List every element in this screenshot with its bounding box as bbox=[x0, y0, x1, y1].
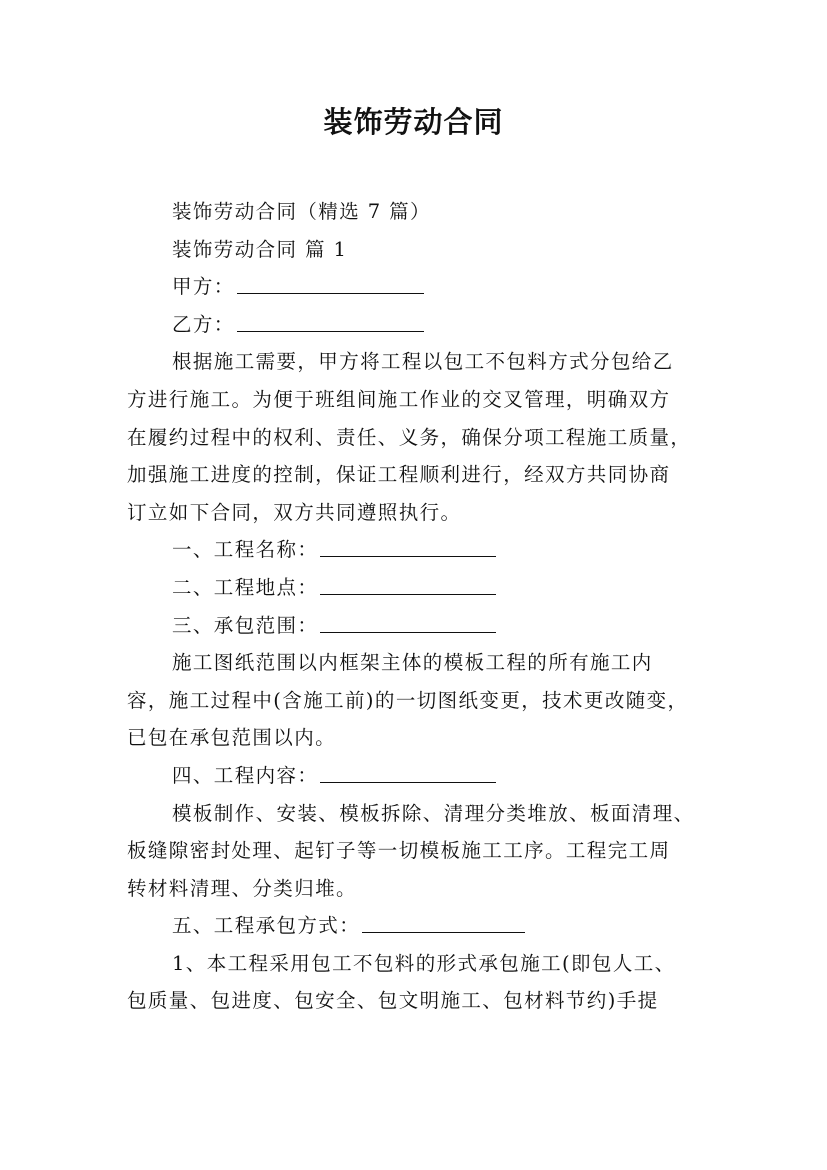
method-line: 1、本工程采用包工不包料的形式承包施工(即包人工、 bbox=[172, 951, 676, 975]
intro-paragraph bbox=[127, 343, 713, 531]
party-a-line bbox=[127, 268, 713, 306]
item-project-location bbox=[127, 569, 713, 607]
item-contract-scope bbox=[127, 607, 713, 645]
intro-line: 方进行施工。为便于班组间施工作业的交叉管理，明确双方 bbox=[127, 387, 671, 411]
scope-line: 已包在承包范围以内。 bbox=[127, 726, 337, 750]
document-title: 装饰劳动合同 bbox=[323, 105, 504, 139]
item-project-name-label: 一、工程名称： bbox=[172, 538, 319, 562]
item-project-content-label: 四、工程内容： bbox=[172, 763, 319, 787]
intro-line: 根据施工需要，甲方将工程以包工不包料方式分包给乙 bbox=[172, 350, 674, 374]
intro-line: 在履约过程中的权利、责任、义务，确保分项工程施工质量， bbox=[127, 425, 692, 449]
scope-line: 施工图纸范围以内框架主体的模板工程的所有施工内 bbox=[172, 651, 653, 675]
method-paragraph bbox=[127, 945, 713, 1020]
party-b-label: 乙方： bbox=[172, 312, 235, 336]
party-a-label: 甲方： bbox=[172, 275, 235, 299]
party-a-blank bbox=[237, 273, 424, 294]
party-b-line bbox=[127, 306, 713, 344]
project-location-blank bbox=[320, 574, 496, 595]
contract-scope-blank bbox=[320, 612, 496, 633]
project-name-blank bbox=[320, 536, 496, 557]
contract-method-blank bbox=[362, 912, 525, 933]
section-heading: 装饰劳动合同 篇 1 bbox=[172, 237, 348, 261]
intro-line: 订立如下合同，双方共同遵照执行。 bbox=[127, 500, 462, 524]
document-body bbox=[127, 193, 713, 1020]
content-paragraph bbox=[127, 795, 713, 908]
item-project-content bbox=[127, 757, 713, 795]
item-project-name bbox=[127, 531, 713, 569]
item-contract-method bbox=[127, 907, 713, 945]
item-contract-method-label: 五、工程承包方式： bbox=[172, 914, 361, 938]
content-line: 模板制作、安装、模板拆除、清理分类堆放、板面清理、 bbox=[172, 801, 695, 825]
project-content-blank bbox=[320, 762, 496, 783]
party-b-blank bbox=[237, 311, 424, 332]
method-line: 包质量、包进度、包安全、包文明施工、包材料节约)手提 bbox=[127, 989, 659, 1013]
scope-paragraph bbox=[127, 644, 713, 757]
intro-line: 加强施工进度的控制，保证工程顺利进行，经双方共同协商 bbox=[127, 463, 671, 487]
item-contract-scope-label: 三、承包范围： bbox=[172, 613, 319, 637]
content-line: 转材料清理、分类归堆。 bbox=[127, 876, 357, 900]
subtitle: 装饰劳动合同（精选 7 篇） bbox=[172, 200, 431, 223]
scope-line: 容，施工过程中(含施工前)的一切图纸变更，技术更改随变， bbox=[127, 688, 689, 712]
content-line: 板缝隙密封处理、起钉子等一切模板施工工序。工程完工周 bbox=[127, 839, 671, 863]
item-project-location-label: 二、工程地点： bbox=[172, 575, 319, 599]
